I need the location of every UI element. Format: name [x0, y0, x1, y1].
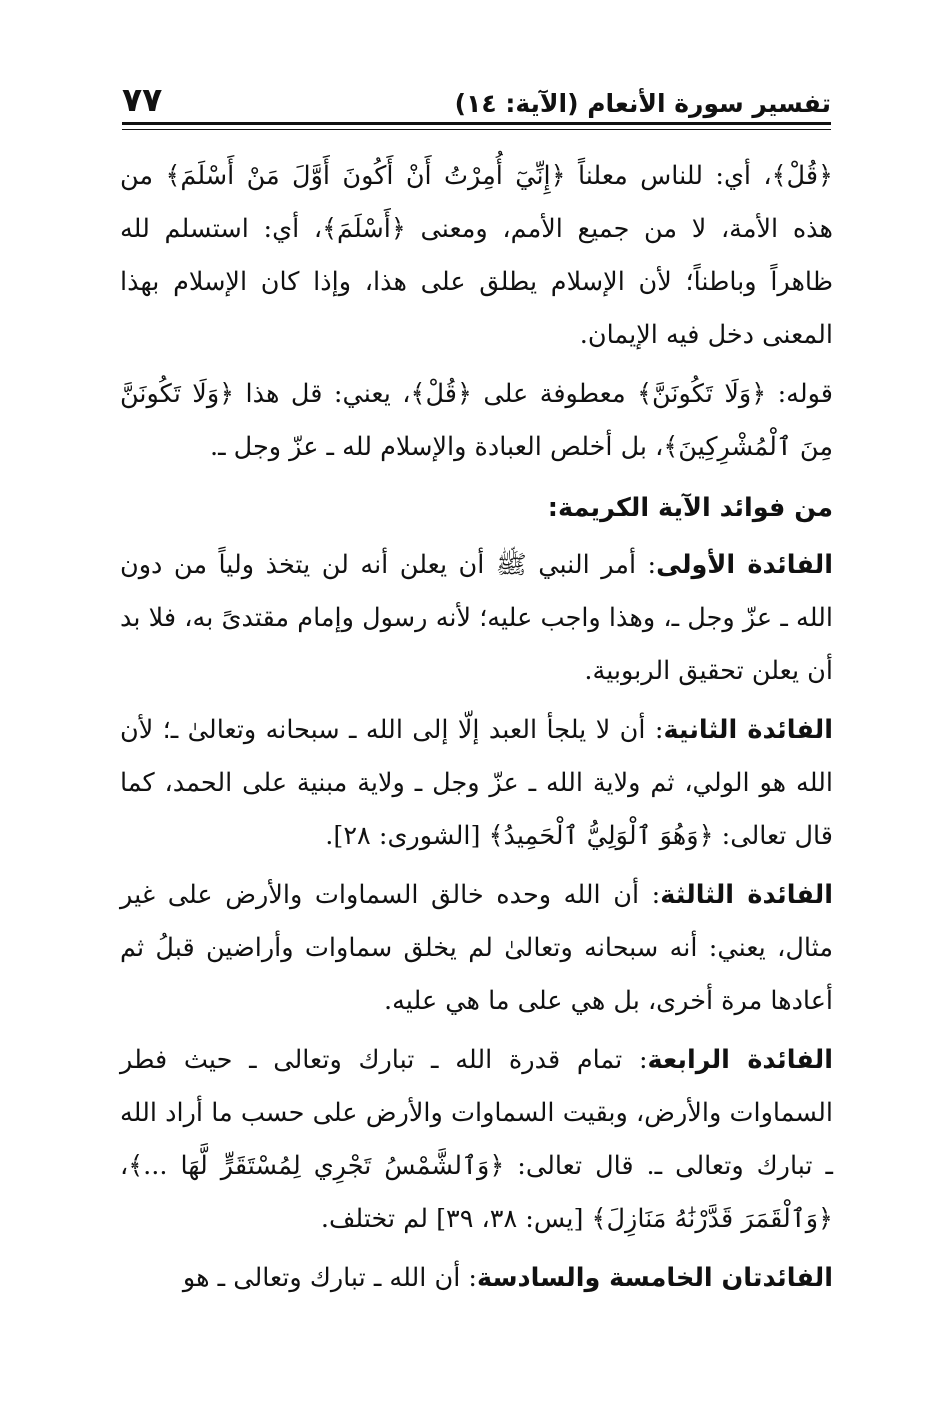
running-title: تفسير سورة الأنعام (الآية: ١٤) [454, 89, 831, 118]
benefit-label: الفائدتان الخامسة والسادسة [476, 1263, 833, 1293]
benefit-2 [120, 704, 833, 863]
paragraph-text: من هذه الأمة، لا من جميع الأمم، ومعنى [120, 161, 834, 244]
surah-reference: [الشورى: ٢٨]. [325, 821, 489, 851]
benefit-label: الفائدة الثالثة [660, 880, 833, 910]
page-number: ٧٧ [122, 80, 163, 119]
benefit-text: : أن لا يلجأ العبد إلّا إلى الله ـ سبحانه وتعالىٰ ـ؛ لأن الله هو الولي، ثم ولاية الله ـ عزّ وجل ـ ولاية مبنية على الحمد، كما قال تعالى: [120, 715, 833, 851]
benefit-text: : أن الله وحده خالق السماوات والأرض على غير مثال، يعني: أنه سبحانه وتعالىٰ لم يخلق سماوات وأراضين قبلُ ثم أعادها مرة أخرى، بل هي على ما هي عليه. [120, 880, 833, 1016]
benefit-5-6 [120, 1252, 833, 1305]
quran-quote: ﴿إِنِّيٓ أُمِرْتُ أَنْ أَكُونَ أَوَّلَ مَنْ أَسْلَمَ﴾ [165, 161, 566, 191]
benefit-4 [120, 1034, 833, 1246]
benefit-3 [120, 869, 833, 1028]
header-rule-thin [122, 129, 831, 130]
benefit-text: ، [120, 1151, 129, 1181]
paragraph-text: ، بل أخلص العبادة والإسلام لله ـ عزّ وجل ـ. [209, 432, 664, 462]
quran-quote: ﴿أَسْلَمَ﴾ [322, 214, 406, 244]
quran-quote: ﴿قُلْ﴾ [771, 161, 833, 191]
paragraph-intro [120, 150, 833, 362]
benefit-text: : أن الله ـ تبارك وتعالى ـ هو [182, 1263, 477, 1293]
benefit-text: : أمر النبي ﷺ أن يعلن أنه لن يتخذ ولياً من دون الله ـ عزّ وجل ـ، وهذا واجب عليه؛ لأنه رسول وإمام مقتدىً به، فلا بد أن يعلن تحقيق الربوبية. [120, 550, 833, 686]
paragraph-text: ، أي: للناس معلناً [565, 161, 772, 191]
paragraph-text: قوله: [766, 379, 833, 409]
benefit-label: الفائدة الأولى [656, 550, 834, 580]
benefit-1 [120, 539, 833, 698]
benefit-label: الفائدة الرابعة [647, 1045, 833, 1075]
quran-quote: ﴿وَلَا تَكُونَنَّ مِنَ ٱلْمُشْرِكِينَ﴾ [120, 379, 833, 462]
benefit-label: الفائدة الثانية [663, 715, 834, 745]
benefit-text: : تمام قدرة الله ـ تبارك وتعالى ـ حيث فطر السماوات والأرض، وبقيت السماوات والأرض على حسب ما أراد الله ـ تبارك وتعالى ـ. قال تعالى: [120, 1045, 834, 1181]
quran-quote: ﴿وَٱلشَّمْسُ تَجْرِي لِمُسْتَقَرٍّ لَّهَا ...﴾ [128, 1151, 505, 1181]
quran-quote: ﴿قُلْ﴾ [410, 379, 472, 409]
paragraph-text: ، أي: استسلم لله ظاهراً وباطناً؛ لأن الإسلام يطلق على هذا، وإذا كان الإسلام بهذا المعنى دخل فيه الإيمان. [120, 214, 833, 350]
quran-quote: ﴿وَهُوَ ٱلْوَلِيُّ ٱلْحَمِيدُ﴾ [488, 821, 714, 851]
page-header [122, 70, 831, 122]
benefits-heading: من فوائد الآية الكريمة: [547, 493, 833, 523]
paragraph-text: ، يعني: قل هذا [234, 379, 411, 409]
paragraph-text: معطوفة على [471, 379, 638, 409]
header-rule-thick [122, 122, 831, 125]
surah-reference: [يس: ٣٨، ٣٩] لم تختلف. [320, 1204, 592, 1234]
paragraph-commentary [120, 368, 833, 474]
quran-quote: ﴿وَٱلْقَمَرَ قَدَّرْنَٰهُ مَنَازِلَ﴾ [591, 1204, 833, 1234]
quran-quote: ﴿وَلَا تَكُونَنَّ﴾ [637, 379, 767, 409]
page-body [120, 150, 833, 1311]
